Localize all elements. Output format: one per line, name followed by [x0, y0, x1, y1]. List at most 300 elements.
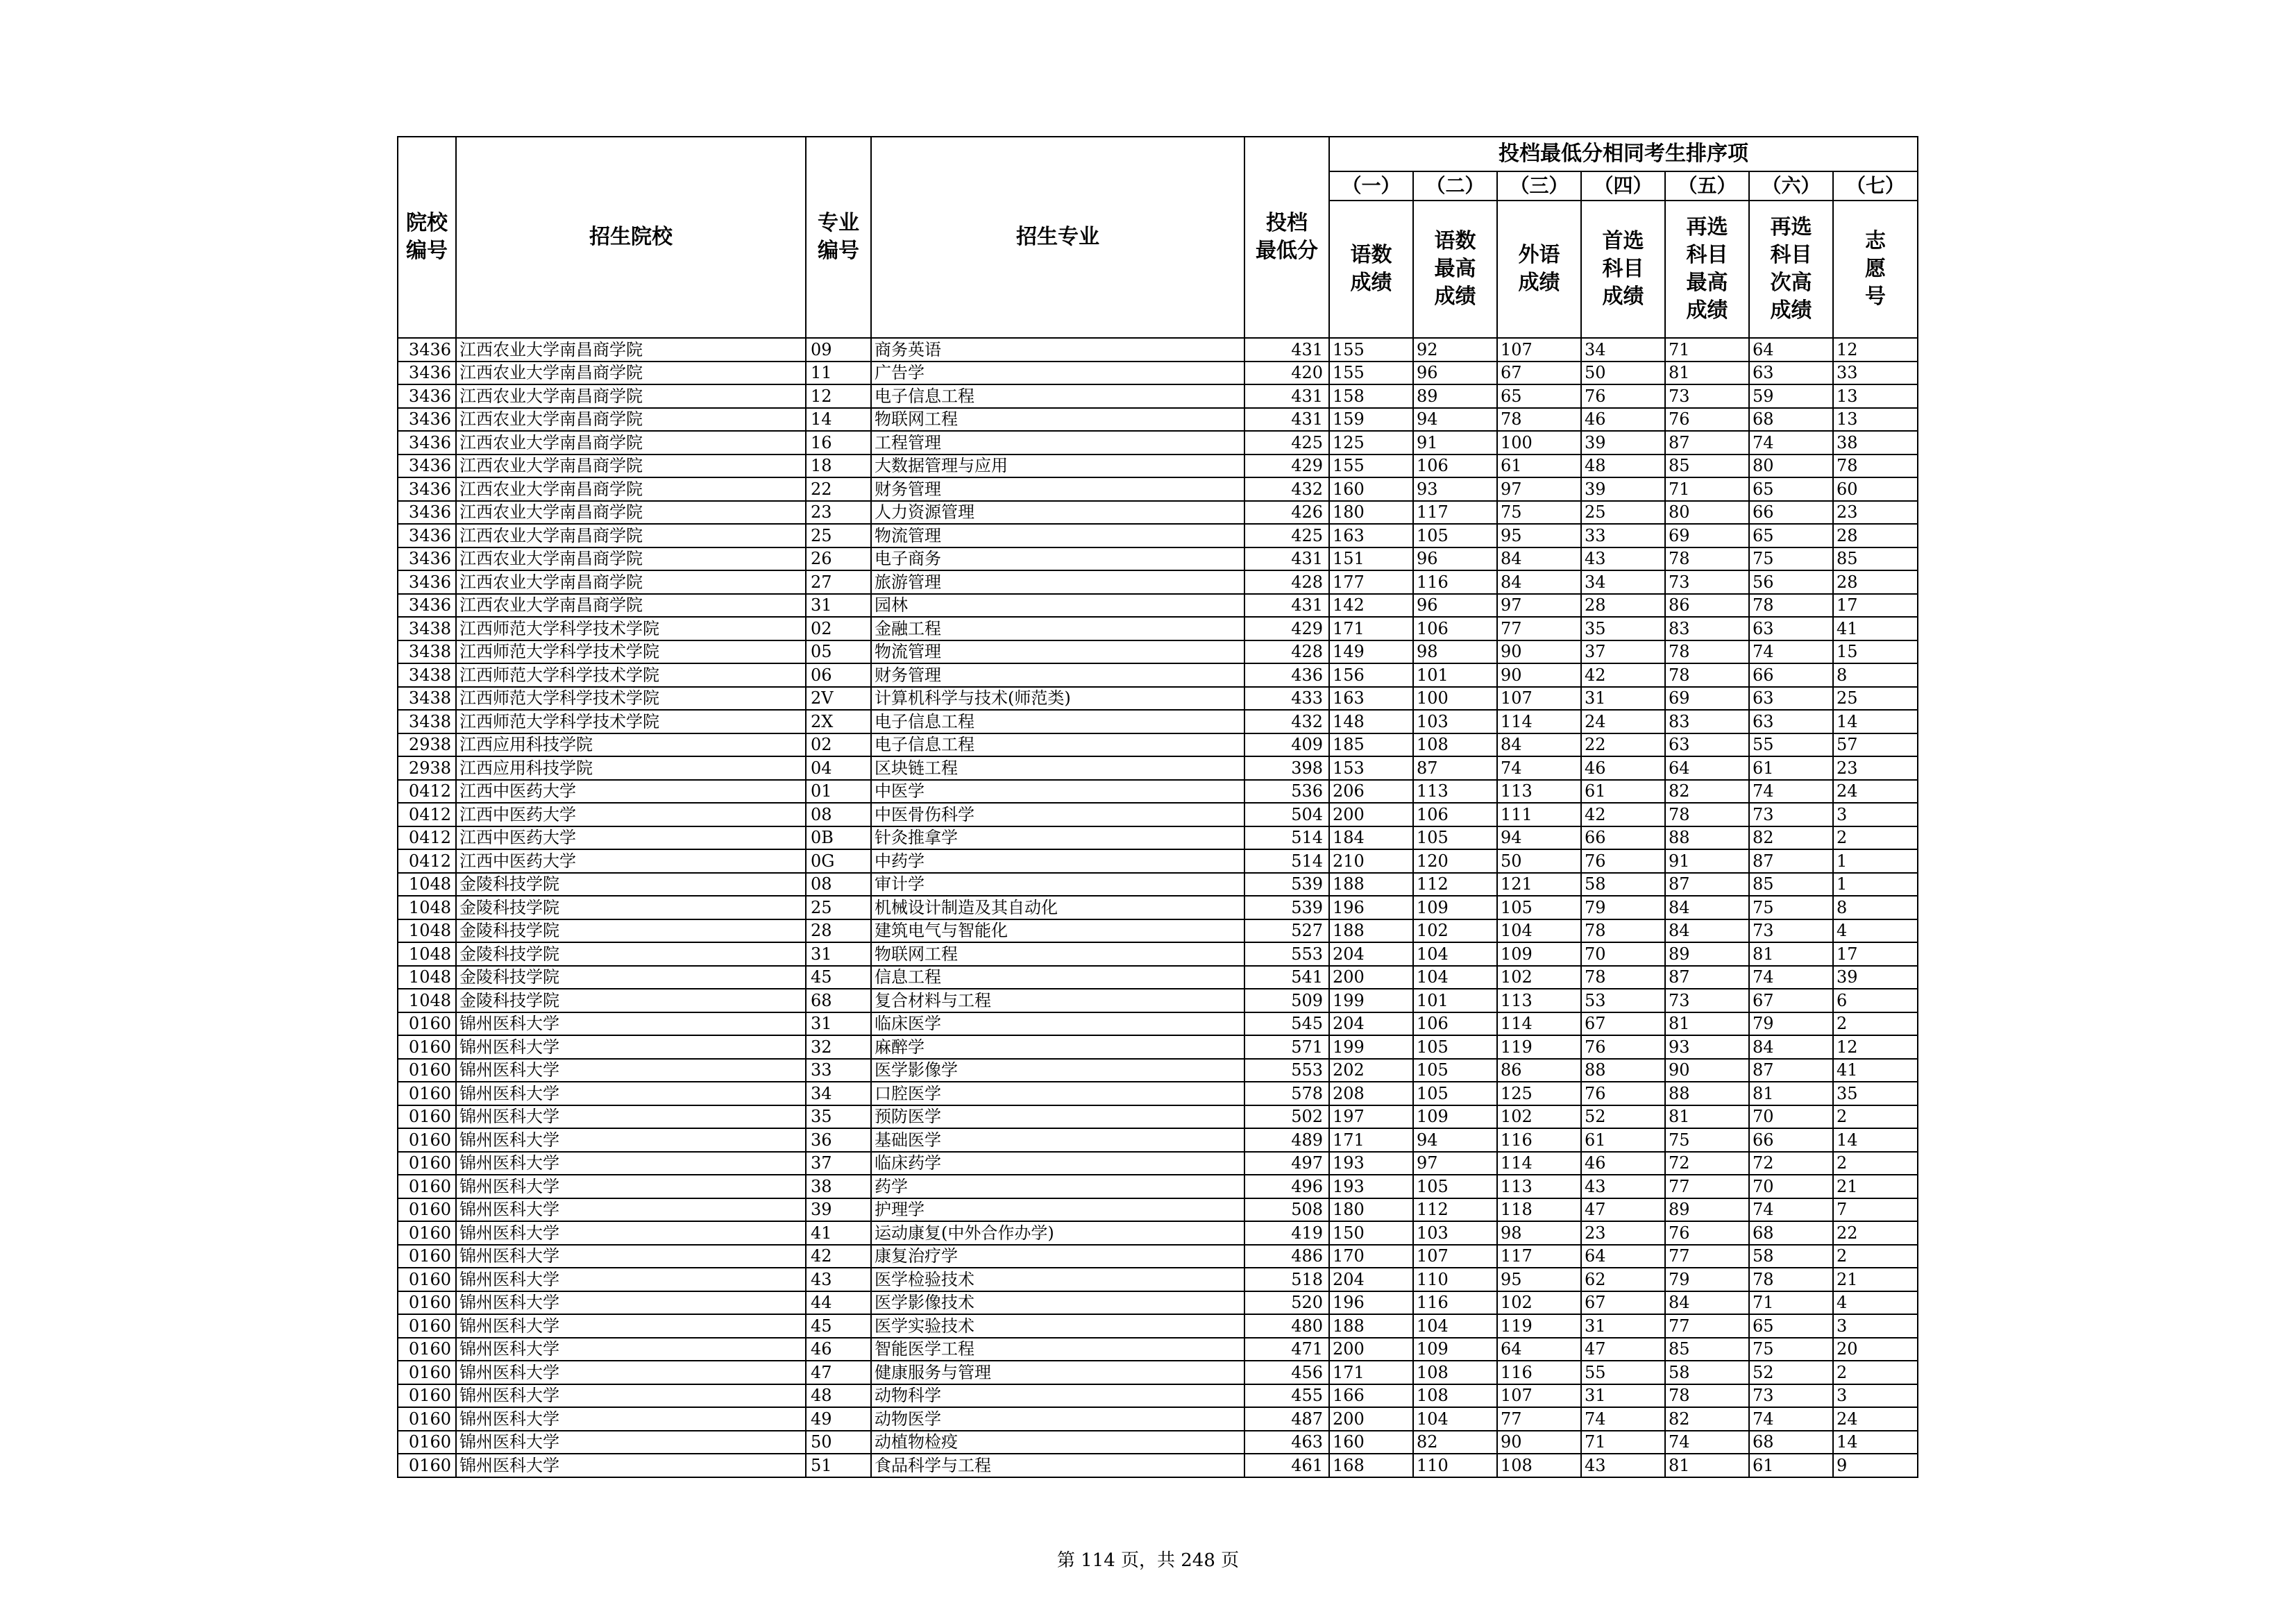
major-name-cell: 针灸推拿学 [871, 826, 1244, 850]
college-code-cell: 0160 [398, 1431, 456, 1454]
chinese-math-score-cell: 166 [1329, 1384, 1413, 1408]
second-subject-max-cell: 84 [1665, 896, 1749, 919]
second-subject-max-cell: 78 [1665, 803, 1749, 826]
second-subject-max-cell: 77 [1665, 1245, 1749, 1268]
preference-number-cell: 14 [1833, 1128, 1918, 1152]
table-row [398, 408, 1918, 432]
college-code-cell: 0160 [398, 1338, 456, 1361]
major-name-cell: 中医骨伤科学 [871, 803, 1244, 826]
first-subject-cell: 79 [1581, 896, 1665, 919]
table-row [398, 1431, 1918, 1454]
foreign-language-cell: 121 [1497, 873, 1581, 897]
foreign-language-cell: 117 [1497, 1245, 1581, 1268]
second-subject-max-cell: 78 [1665, 640, 1749, 664]
preference-number-cell: 22 [1833, 1221, 1918, 1245]
second-subject-next-cell: 66 [1749, 1128, 1833, 1152]
second-subject-next-cell: 84 [1749, 1035, 1833, 1059]
college-name-cell: 锦州医科大学 [456, 1035, 806, 1059]
min-score-cell: 497 [1244, 1152, 1329, 1175]
college-code-cell: 0160 [398, 1105, 456, 1129]
chinese-math-max-cell: 96 [1413, 547, 1497, 571]
first-subject-cell: 61 [1581, 780, 1665, 804]
min-score-cell: 480 [1244, 1314, 1329, 1338]
first-subject-cell: 70 [1581, 942, 1665, 966]
table-row [398, 640, 1918, 664]
foreign-language-cell: 118 [1497, 1198, 1581, 1222]
first-subject-cell: 33 [1581, 524, 1665, 547]
second-subject-next-cell: 70 [1749, 1175, 1833, 1198]
preference-number-cell: 23 [1833, 756, 1918, 780]
chinese-math-max-cell: 109 [1413, 1338, 1497, 1361]
first-subject-cell: 31 [1581, 687, 1665, 711]
college-code-cell: 0160 [398, 1012, 456, 1036]
min-score-cell: 539 [1244, 896, 1329, 919]
min-score-cell: 425 [1244, 524, 1329, 547]
table-row [398, 896, 1918, 919]
second-subject-next-cell: 73 [1749, 919, 1833, 943]
foreign-language-cell: 100 [1497, 431, 1581, 454]
table-row [398, 989, 1918, 1012]
tiebreak-order-7: （七） [1833, 171, 1918, 201]
table-row [398, 942, 1918, 966]
table-row [398, 1384, 1918, 1408]
min-score-cell: 536 [1244, 780, 1329, 804]
major-name-cell: 智能医学工程 [871, 1338, 1244, 1361]
chinese-math-max-cell: 82 [1413, 1431, 1497, 1454]
chinese-math-score-cell: 200 [1329, 803, 1413, 826]
major-name-cell: 信息工程 [871, 966, 1244, 989]
preference-number-cell: 12 [1833, 1035, 1918, 1059]
major-name-cell: 旅游管理 [871, 570, 1244, 594]
college-code-cell: 0160 [398, 1198, 456, 1222]
page-footer: 第 114 页，共 248 页 [1056, 1550, 1240, 1571]
preference-number-cell: 9 [1833, 1454, 1918, 1477]
major-name-cell: 预防医学 [871, 1105, 1244, 1129]
min-score-cell: 425 [1244, 431, 1329, 454]
major-code-cell: 34 [806, 1082, 871, 1105]
college-code-cell: 0160 [398, 1152, 456, 1175]
tiebreak-order-4: （四） [1581, 171, 1665, 201]
major-name-cell: 大数据管理与应用 [871, 454, 1244, 478]
foreign-language-cell: 107 [1497, 338, 1581, 362]
preference-number-cell: 1 [1833, 849, 1918, 873]
min-score-cell: 509 [1244, 989, 1329, 1012]
table-row [398, 873, 1918, 897]
chinese-math-score-cell: 197 [1329, 1105, 1413, 1129]
tiebreak-order-3: （三） [1497, 171, 1581, 201]
chinese-math-score-cell: 188 [1329, 873, 1413, 897]
second-subject-next-cell: 68 [1749, 1431, 1833, 1454]
second-subject-max-cell: 93 [1665, 1035, 1749, 1059]
preference-number-cell: 38 [1833, 431, 1918, 454]
chinese-math-max-cell: 89 [1413, 384, 1497, 408]
chinese-math-max-cell: 113 [1413, 780, 1497, 804]
tiebreak-criterion-4: 首选 科目 成绩 [1581, 201, 1665, 338]
second-subject-next-cell: 56 [1749, 570, 1833, 594]
college-code-cell: 3438 [398, 663, 456, 687]
foreign-language-cell: 90 [1497, 663, 1581, 687]
foreign-language-cell: 113 [1497, 989, 1581, 1012]
major-name-cell: 物流管理 [871, 524, 1244, 547]
foreign-language-cell: 90 [1497, 640, 1581, 664]
college-code-cell: 3436 [398, 408, 456, 432]
college-name-cell: 锦州医科大学 [456, 1245, 806, 1268]
chinese-math-score-cell: 193 [1329, 1175, 1413, 1198]
first-subject-cell: 50 [1581, 362, 1665, 385]
college-name-cell: 锦州医科大学 [456, 1338, 806, 1361]
college-name-cell: 锦州医科大学 [456, 1291, 806, 1315]
second-subject-next-cell: 78 [1749, 1268, 1833, 1291]
chinese-math-max-cell: 87 [1413, 756, 1497, 780]
second-subject-max-cell: 72 [1665, 1152, 1749, 1175]
second-subject-next-cell: 74 [1749, 780, 1833, 804]
second-subject-next-cell: 61 [1749, 756, 1833, 780]
second-subject-next-cell: 87 [1749, 849, 1833, 873]
min-score-cell: 502 [1244, 1105, 1329, 1129]
major-name-cell: 商务英语 [871, 338, 1244, 362]
foreign-language-cell: 107 [1497, 687, 1581, 711]
first-subject-cell: 42 [1581, 803, 1665, 826]
min-score-cell: 429 [1244, 454, 1329, 478]
chinese-math-score-cell: 163 [1329, 524, 1413, 547]
major-name-cell: 药学 [871, 1175, 1244, 1198]
major-code-cell: 08 [806, 803, 871, 826]
preference-number-cell: 41 [1833, 1059, 1918, 1082]
major-code-cell: 0B [806, 826, 871, 850]
chinese-math-score-cell: 210 [1329, 849, 1413, 873]
chinese-math-max-cell: 98 [1413, 640, 1497, 664]
major-code-cell: 02 [806, 733, 871, 757]
major-code-cell: 45 [806, 1314, 871, 1338]
foreign-language-cell: 102 [1497, 1291, 1581, 1315]
major-code-cell: 32 [806, 1035, 871, 1059]
major-name-cell: 园林 [871, 594, 1244, 618]
foreign-language-cell: 84 [1497, 733, 1581, 757]
first-subject-cell: 24 [1581, 710, 1665, 733]
min-score-cell: 456 [1244, 1361, 1329, 1384]
preference-number-cell: 85 [1833, 547, 1918, 571]
chinese-math-score-cell: 142 [1329, 594, 1413, 618]
major-name-cell: 审计学 [871, 873, 1244, 897]
foreign-language-cell: 116 [1497, 1361, 1581, 1384]
second-subject-next-cell: 65 [1749, 524, 1833, 547]
college-name-cell: 锦州医科大学 [456, 1361, 806, 1384]
college-code-cell: 0160 [398, 1245, 456, 1268]
college-code-cell: 0160 [398, 1035, 456, 1059]
foreign-language-cell: 102 [1497, 1105, 1581, 1129]
table-row [398, 826, 1918, 850]
first-subject-cell: 66 [1581, 826, 1665, 850]
college-code-cell: 0160 [398, 1407, 456, 1431]
major-code-cell: 05 [806, 640, 871, 664]
second-subject-next-cell: 66 [1749, 663, 1833, 687]
college-code-cell: 1048 [398, 896, 456, 919]
foreign-language-cell: 94 [1497, 826, 1581, 850]
second-subject-max-cell: 89 [1665, 1198, 1749, 1222]
college-code-cell: 0160 [398, 1291, 456, 1315]
first-subject-cell: 25 [1581, 501, 1665, 525]
college-name-cell: 江西农业大学南昌商学院 [456, 362, 806, 385]
major-code-cell: 35 [806, 1105, 871, 1129]
second-subject-max-cell: 73 [1665, 384, 1749, 408]
second-subject-next-cell: 81 [1749, 942, 1833, 966]
foreign-language-cell: 104 [1497, 919, 1581, 943]
first-subject-cell: 39 [1581, 477, 1665, 501]
min-score-cell: 571 [1244, 1035, 1329, 1059]
preference-number-cell: 41 [1833, 617, 1918, 640]
major-code-cell: 38 [806, 1175, 871, 1198]
first-subject-cell: 71 [1581, 1431, 1665, 1454]
college-code-cell: 2938 [398, 733, 456, 757]
college-name-cell: 江西应用科技学院 [456, 733, 806, 757]
second-subject-next-cell: 78 [1749, 594, 1833, 618]
chinese-math-max-cell: 105 [1413, 1059, 1497, 1082]
first-subject-cell: 48 [1581, 454, 1665, 478]
college-code-cell: 0160 [398, 1314, 456, 1338]
college-name-cell: 江西农业大学南昌商学院 [456, 570, 806, 594]
college-name-cell: 江西农业大学南昌商学院 [456, 524, 806, 547]
second-subject-max-cell: 69 [1665, 687, 1749, 711]
table-row [398, 1175, 1918, 1198]
foreign-language-cell: 113 [1497, 780, 1581, 804]
foreign-language-cell: 114 [1497, 1152, 1581, 1175]
first-subject-cell: 78 [1581, 966, 1665, 989]
foreign-language-cell: 114 [1497, 710, 1581, 733]
min-score-cell: 433 [1244, 687, 1329, 711]
preference-number-cell: 24 [1833, 780, 1918, 804]
first-subject-cell: 76 [1581, 1082, 1665, 1105]
preference-number-cell: 3 [1833, 1384, 1918, 1408]
chinese-math-score-cell: 149 [1329, 640, 1413, 664]
min-score-cell: 431 [1244, 408, 1329, 432]
college-code-cell: 0412 [398, 826, 456, 850]
first-subject-cell: 88 [1581, 1059, 1665, 1082]
chinese-math-score-cell: 199 [1329, 989, 1413, 1012]
college-name-cell: 金陵科技学院 [456, 989, 806, 1012]
major-code-header: 专业 编号 [806, 137, 871, 338]
college-name-cell: 锦州医科大学 [456, 1175, 806, 1198]
major-code-cell: 68 [806, 989, 871, 1012]
second-subject-next-cell: 61 [1749, 1454, 1833, 1477]
foreign-language-cell: 97 [1497, 477, 1581, 501]
chinese-math-max-cell: 101 [1413, 989, 1497, 1012]
college-name-cell: 锦州医科大学 [456, 1268, 806, 1291]
table-row [398, 384, 1918, 408]
college-code-cell: 0160 [398, 1221, 456, 1245]
college-code-cell: 0160 [398, 1128, 456, 1152]
college-code-cell: 0412 [398, 849, 456, 873]
major-code-cell: 27 [806, 570, 871, 594]
major-name-cell: 医学检验技术 [871, 1268, 1244, 1291]
second-subject-max-cell: 85 [1665, 454, 1749, 478]
chinese-math-score-cell: 170 [1329, 1245, 1413, 1268]
preference-number-cell: 2 [1833, 1105, 1918, 1129]
preference-number-cell: 2 [1833, 1152, 1918, 1175]
foreign-language-cell: 90 [1497, 1431, 1581, 1454]
college-name-cell: 江西农业大学南昌商学院 [456, 594, 806, 618]
second-subject-next-cell: 73 [1749, 1384, 1833, 1408]
major-name-cell: 临床医学 [871, 1012, 1244, 1036]
college-code-cell: 1048 [398, 989, 456, 1012]
college-name-cell: 锦州医科大学 [456, 1454, 806, 1477]
min-score-cell: 504 [1244, 803, 1329, 826]
table-row [398, 1012, 1918, 1036]
table-row [398, 1454, 1918, 1477]
preference-number-cell: 78 [1833, 454, 1918, 478]
chinese-math-max-cell: 110 [1413, 1268, 1497, 1291]
chinese-math-score-cell: 199 [1329, 1035, 1413, 1059]
major-name-cell: 工程管理 [871, 431, 1244, 454]
major-code-cell: 39 [806, 1198, 871, 1222]
second-subject-max-cell: 89 [1665, 942, 1749, 966]
second-subject-max-cell: 73 [1665, 989, 1749, 1012]
table-row [398, 524, 1918, 547]
major-code-cell: 11 [806, 362, 871, 385]
college-name-cell: 江西师范大学科学技术学院 [456, 710, 806, 733]
major-code-cell: 22 [806, 477, 871, 501]
preference-number-cell: 33 [1833, 362, 1918, 385]
first-subject-cell: 64 [1581, 1245, 1665, 1268]
chinese-math-max-cell: 112 [1413, 1198, 1497, 1222]
first-subject-cell: 74 [1581, 1407, 1665, 1431]
major-code-cell: 50 [806, 1431, 871, 1454]
major-name-cell: 机械设计制造及其自动化 [871, 896, 1244, 919]
college-code-cell: 3436 [398, 431, 456, 454]
second-subject-max-cell: 90 [1665, 1059, 1749, 1082]
college-name-cell: 锦州医科大学 [456, 1105, 806, 1129]
major-code-cell: 25 [806, 896, 871, 919]
chinese-math-score-cell: 206 [1329, 780, 1413, 804]
table-row [398, 1082, 1918, 1105]
first-subject-cell: 23 [1581, 1221, 1665, 1245]
major-name-cell: 人力资源管理 [871, 501, 1244, 525]
major-code-cell: 37 [806, 1152, 871, 1175]
college-header: 招生院校 [456, 137, 806, 338]
tiebreak-order-2: （二） [1413, 171, 1497, 201]
preference-number-cell: 2 [1833, 1361, 1918, 1384]
preference-number-cell: 13 [1833, 408, 1918, 432]
college-code-cell: 0160 [398, 1454, 456, 1477]
min-score-cell: 429 [1244, 617, 1329, 640]
table-row [398, 687, 1918, 711]
college-name-cell: 江西中医药大学 [456, 826, 806, 850]
table-row [398, 1245, 1918, 1268]
second-subject-max-cell: 84 [1665, 919, 1749, 943]
second-subject-next-cell: 85 [1749, 873, 1833, 897]
major-code-cell: 04 [806, 756, 871, 780]
major-code-cell: 31 [806, 1012, 871, 1036]
second-subject-next-cell: 63 [1749, 617, 1833, 640]
major-name-cell: 康复治疗学 [871, 1245, 1244, 1268]
min-score-cell: 487 [1244, 1407, 1329, 1431]
min-score-header: 投档 最低分 [1244, 137, 1329, 338]
major-code-cell: 01 [806, 780, 871, 804]
chinese-math-max-cell: 94 [1413, 408, 1497, 432]
major-name-cell: 动物科学 [871, 1384, 1244, 1408]
chinese-math-score-cell: 204 [1329, 942, 1413, 966]
foreign-language-cell: 114 [1497, 1012, 1581, 1036]
chinese-math-score-cell: 188 [1329, 1314, 1413, 1338]
first-subject-cell: 46 [1581, 408, 1665, 432]
college-code-cell: 0160 [398, 1384, 456, 1408]
min-score-cell: 539 [1244, 873, 1329, 897]
second-subject-next-cell: 74 [1749, 431, 1833, 454]
major-name-cell: 电子信息工程 [871, 384, 1244, 408]
min-score-cell: 527 [1244, 919, 1329, 943]
min-score-cell: 431 [1244, 594, 1329, 618]
second-subject-max-cell: 78 [1665, 547, 1749, 571]
chinese-math-score-cell: 188 [1329, 919, 1413, 943]
college-name-cell: 江西农业大学南昌商学院 [456, 477, 806, 501]
college-code-cell: 1048 [398, 873, 456, 897]
second-subject-next-cell: 68 [1749, 1221, 1833, 1245]
second-subject-next-cell: 63 [1749, 710, 1833, 733]
major-code-cell: 16 [806, 431, 871, 454]
chinese-math-max-cell: 105 [1413, 1175, 1497, 1198]
first-subject-cell: 43 [1581, 1175, 1665, 1198]
chinese-math-score-cell: 160 [1329, 477, 1413, 501]
chinese-math-max-cell: 101 [1413, 663, 1497, 687]
second-subject-max-cell: 71 [1665, 338, 1749, 362]
college-name-cell: 江西农业大学南昌商学院 [456, 338, 806, 362]
first-subject-cell: 31 [1581, 1314, 1665, 1338]
college-code-cell: 1048 [398, 942, 456, 966]
second-subject-max-cell: 80 [1665, 501, 1749, 525]
table-row [398, 1361, 1918, 1384]
tiebreak-criterion-3: 外语 成绩 [1497, 201, 1581, 338]
chinese-math-max-cell: 117 [1413, 501, 1497, 525]
chinese-math-max-cell: 103 [1413, 710, 1497, 733]
second-subject-next-cell: 70 [1749, 1105, 1833, 1129]
foreign-language-cell: 67 [1497, 362, 1581, 385]
major-name-cell: 物联网工程 [871, 408, 1244, 432]
table-row [398, 1152, 1918, 1175]
min-score-cell: 409 [1244, 733, 1329, 757]
chinese-math-max-cell: 104 [1413, 1314, 1497, 1338]
table-row [398, 849, 1918, 873]
chinese-math-max-cell: 92 [1413, 338, 1497, 362]
preference-number-cell: 14 [1833, 710, 1918, 733]
college-code-cell: 0412 [398, 803, 456, 826]
table-row [398, 1268, 1918, 1291]
table-row [398, 501, 1918, 525]
major-code-cell: 06 [806, 663, 871, 687]
college-code-cell: 3438 [398, 687, 456, 711]
second-subject-next-cell: 73 [1749, 803, 1833, 826]
chinese-math-max-cell: 103 [1413, 1221, 1497, 1245]
second-subject-max-cell: 84 [1665, 1291, 1749, 1315]
preference-number-cell: 3 [1833, 803, 1918, 826]
foreign-language-cell: 84 [1497, 547, 1581, 571]
chinese-math-max-cell: 105 [1413, 1035, 1497, 1059]
second-subject-max-cell: 76 [1665, 408, 1749, 432]
chinese-math-max-cell: 106 [1413, 1012, 1497, 1036]
second-subject-max-cell: 78 [1665, 663, 1749, 687]
table-row [398, 1407, 1918, 1431]
major-name-cell: 财务管理 [871, 477, 1244, 501]
table-row [398, 570, 1918, 594]
first-subject-cell: 22 [1581, 733, 1665, 757]
college-name-cell: 江西农业大学南昌商学院 [456, 501, 806, 525]
foreign-language-cell: 78 [1497, 408, 1581, 432]
second-subject-max-cell: 81 [1665, 362, 1749, 385]
chinese-math-score-cell: 125 [1329, 431, 1413, 454]
table-row [398, 362, 1918, 385]
college-name-cell: 锦州医科大学 [456, 1012, 806, 1036]
first-subject-cell: 67 [1581, 1012, 1665, 1036]
tiebreak-criterion-1: 语数 成绩 [1329, 201, 1413, 338]
major-name-cell: 区块链工程 [871, 756, 1244, 780]
